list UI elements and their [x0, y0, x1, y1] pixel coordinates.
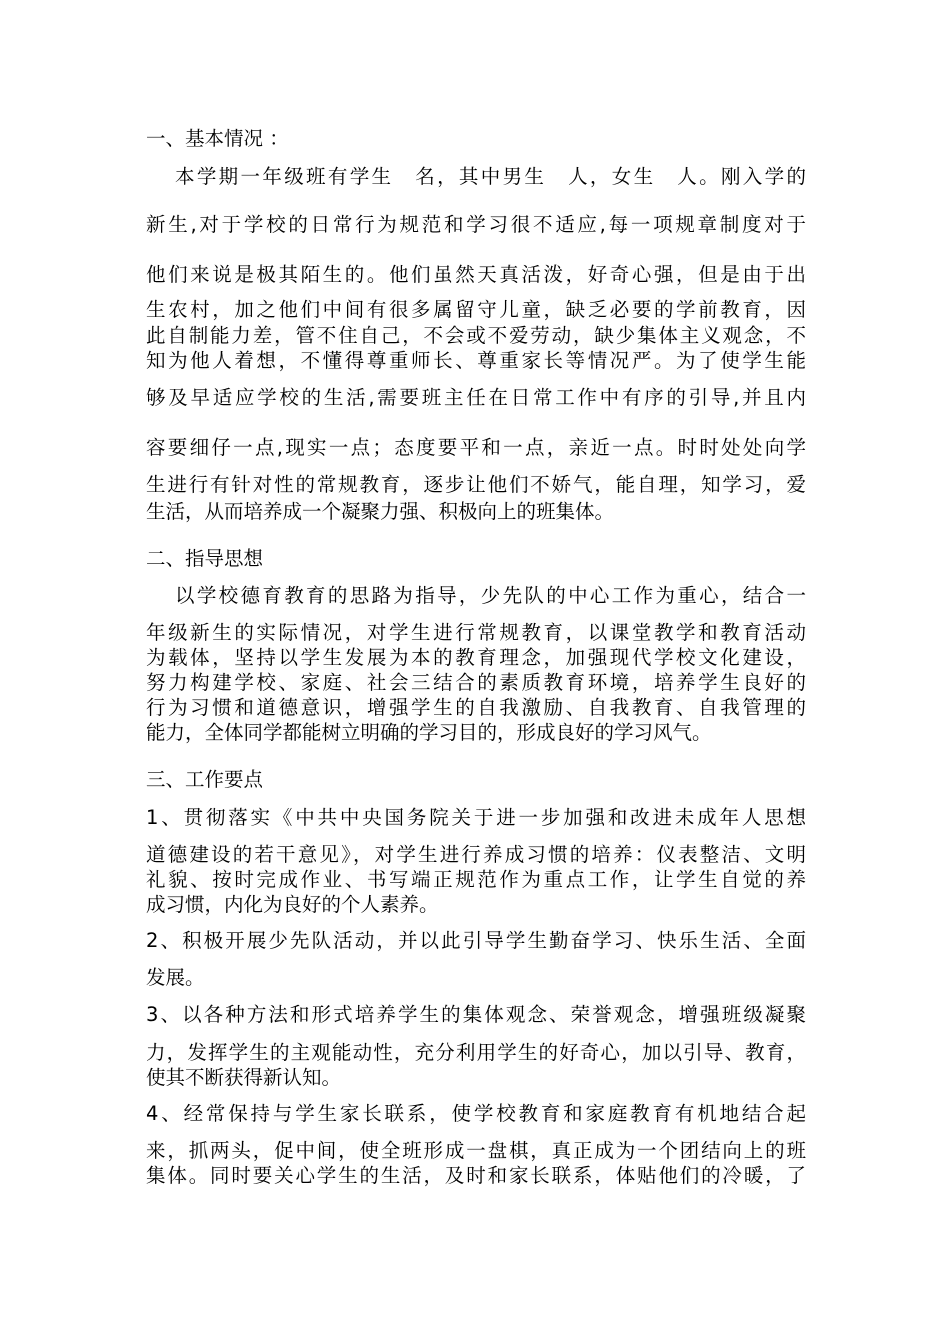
paragraph-line: 生农村，加之他们中间有很多属留守儿童，缺乏必要的学前教育，因: [146, 298, 806, 321]
list-item-line: 来，抓两头，促中间，使全班形成一盘棋，真正成为一个团结向上的班: [146, 1139, 806, 1162]
list-item-line: 力，发挥学生的主观能动性，充分利用学生的好奇心，加以引导、教育，: [146, 1041, 806, 1064]
paragraph-line: 够及早适应学校的生活,需要班主任在日常工作中有序的引导,并且内: [146, 386, 806, 409]
list-item-line: 集体。同时要关心学生的生活，及时和家长联系，体贴他们的冷暖，了: [146, 1164, 806, 1187]
list-item-line: 礼貌、按时完成作业、书写端正规范作为重点工作，让学生自觉的养: [146, 868, 806, 891]
paragraph-line: 为载体，坚持以学生发展为本的教育理念，加强现代学校文化建设，: [146, 646, 806, 669]
paragraph-line: 此自制能力差，管不住自己，不会或不爱劳动，缺少集体主义观念，不: [146, 324, 806, 347]
list-item-line: 4、经常保持与学生家长联系，使学校教育和家庭教育有机地结合起: [146, 1102, 806, 1125]
list-item-line: 1、贯彻落实《中共中央国务院关于进一步加强和改进未成年人思想: [146, 806, 806, 829]
paragraph-line: 生活，从而培养成一个凝聚力强、积极向上的班集体。: [146, 500, 615, 523]
list-item-line: 2、积极开展少先队活动，并以此引导学生勤奋学习、快乐生活、全面: [146, 929, 806, 952]
paragraph-line: 新生,对于学校的日常行为规范和学习很不适应,每一项规章制度对于: [146, 213, 806, 236]
heading-basic-situation: 一、基本情况 ：: [146, 127, 289, 150]
list-item-line: 使其不断获得新认知。: [146, 1066, 342, 1089]
list-item-line: 3、以各种方法和形式培养学生的集体观念、荣誉观念，增强班级凝聚: [146, 1003, 806, 1026]
paragraph-line: 能力，全体同学都能树立明确的学习目的，形成良好的学习风气。: [146, 721, 712, 744]
paragraph-line: 他们来说是极其陌生的。他们虽然天真活泼，好奇心强，但是由于出: [146, 263, 806, 286]
paragraph-line: 努力构建学校、家庭、社会三结合的素质教育环境，培养学生良好的: [146, 671, 806, 694]
list-item-line: 道德建设的若干意见》，对学生进行养成习惯的培养：仪表整洁、文明: [146, 843, 806, 866]
list-item-line: 发展。: [146, 966, 205, 989]
list-item-line: 成习惯，内化为良好的个人素养。: [146, 893, 439, 916]
paragraph-line: 容要细仔一点,现实一点；态度要平和一点，亲近一点。时时处处向学: [146, 436, 806, 459]
paragraph-line: 行为习惯和道德意识，增强学生的自我激励、自我教育、自我管理的: [146, 696, 806, 719]
paragraph-line: 知为他人着想，不懂得尊重师长、尊重家长等情况严。为了使学生能: [146, 349, 806, 372]
heading-guiding-ideology: 二、指导思想: [146, 547, 264, 570]
heading-work-points: 三、工作要点: [146, 768, 264, 791]
paragraph-line: 以学校德育教育的思路为指导，少先队的中心工作为重心，结合一: [175, 584, 806, 607]
paragraph-line: 生进行有针对性的常规教育，逐步让他们不娇气，能自理，知学习，爱: [146, 473, 806, 496]
paragraph-line: 年级新生的实际情况，对学生进行常规教育，以课堂教学和教育活动: [146, 621, 806, 644]
paragraph-line: 本学期一年级班有学生 名，其中男生 人，女生 人。刚入学的: [175, 165, 806, 188]
